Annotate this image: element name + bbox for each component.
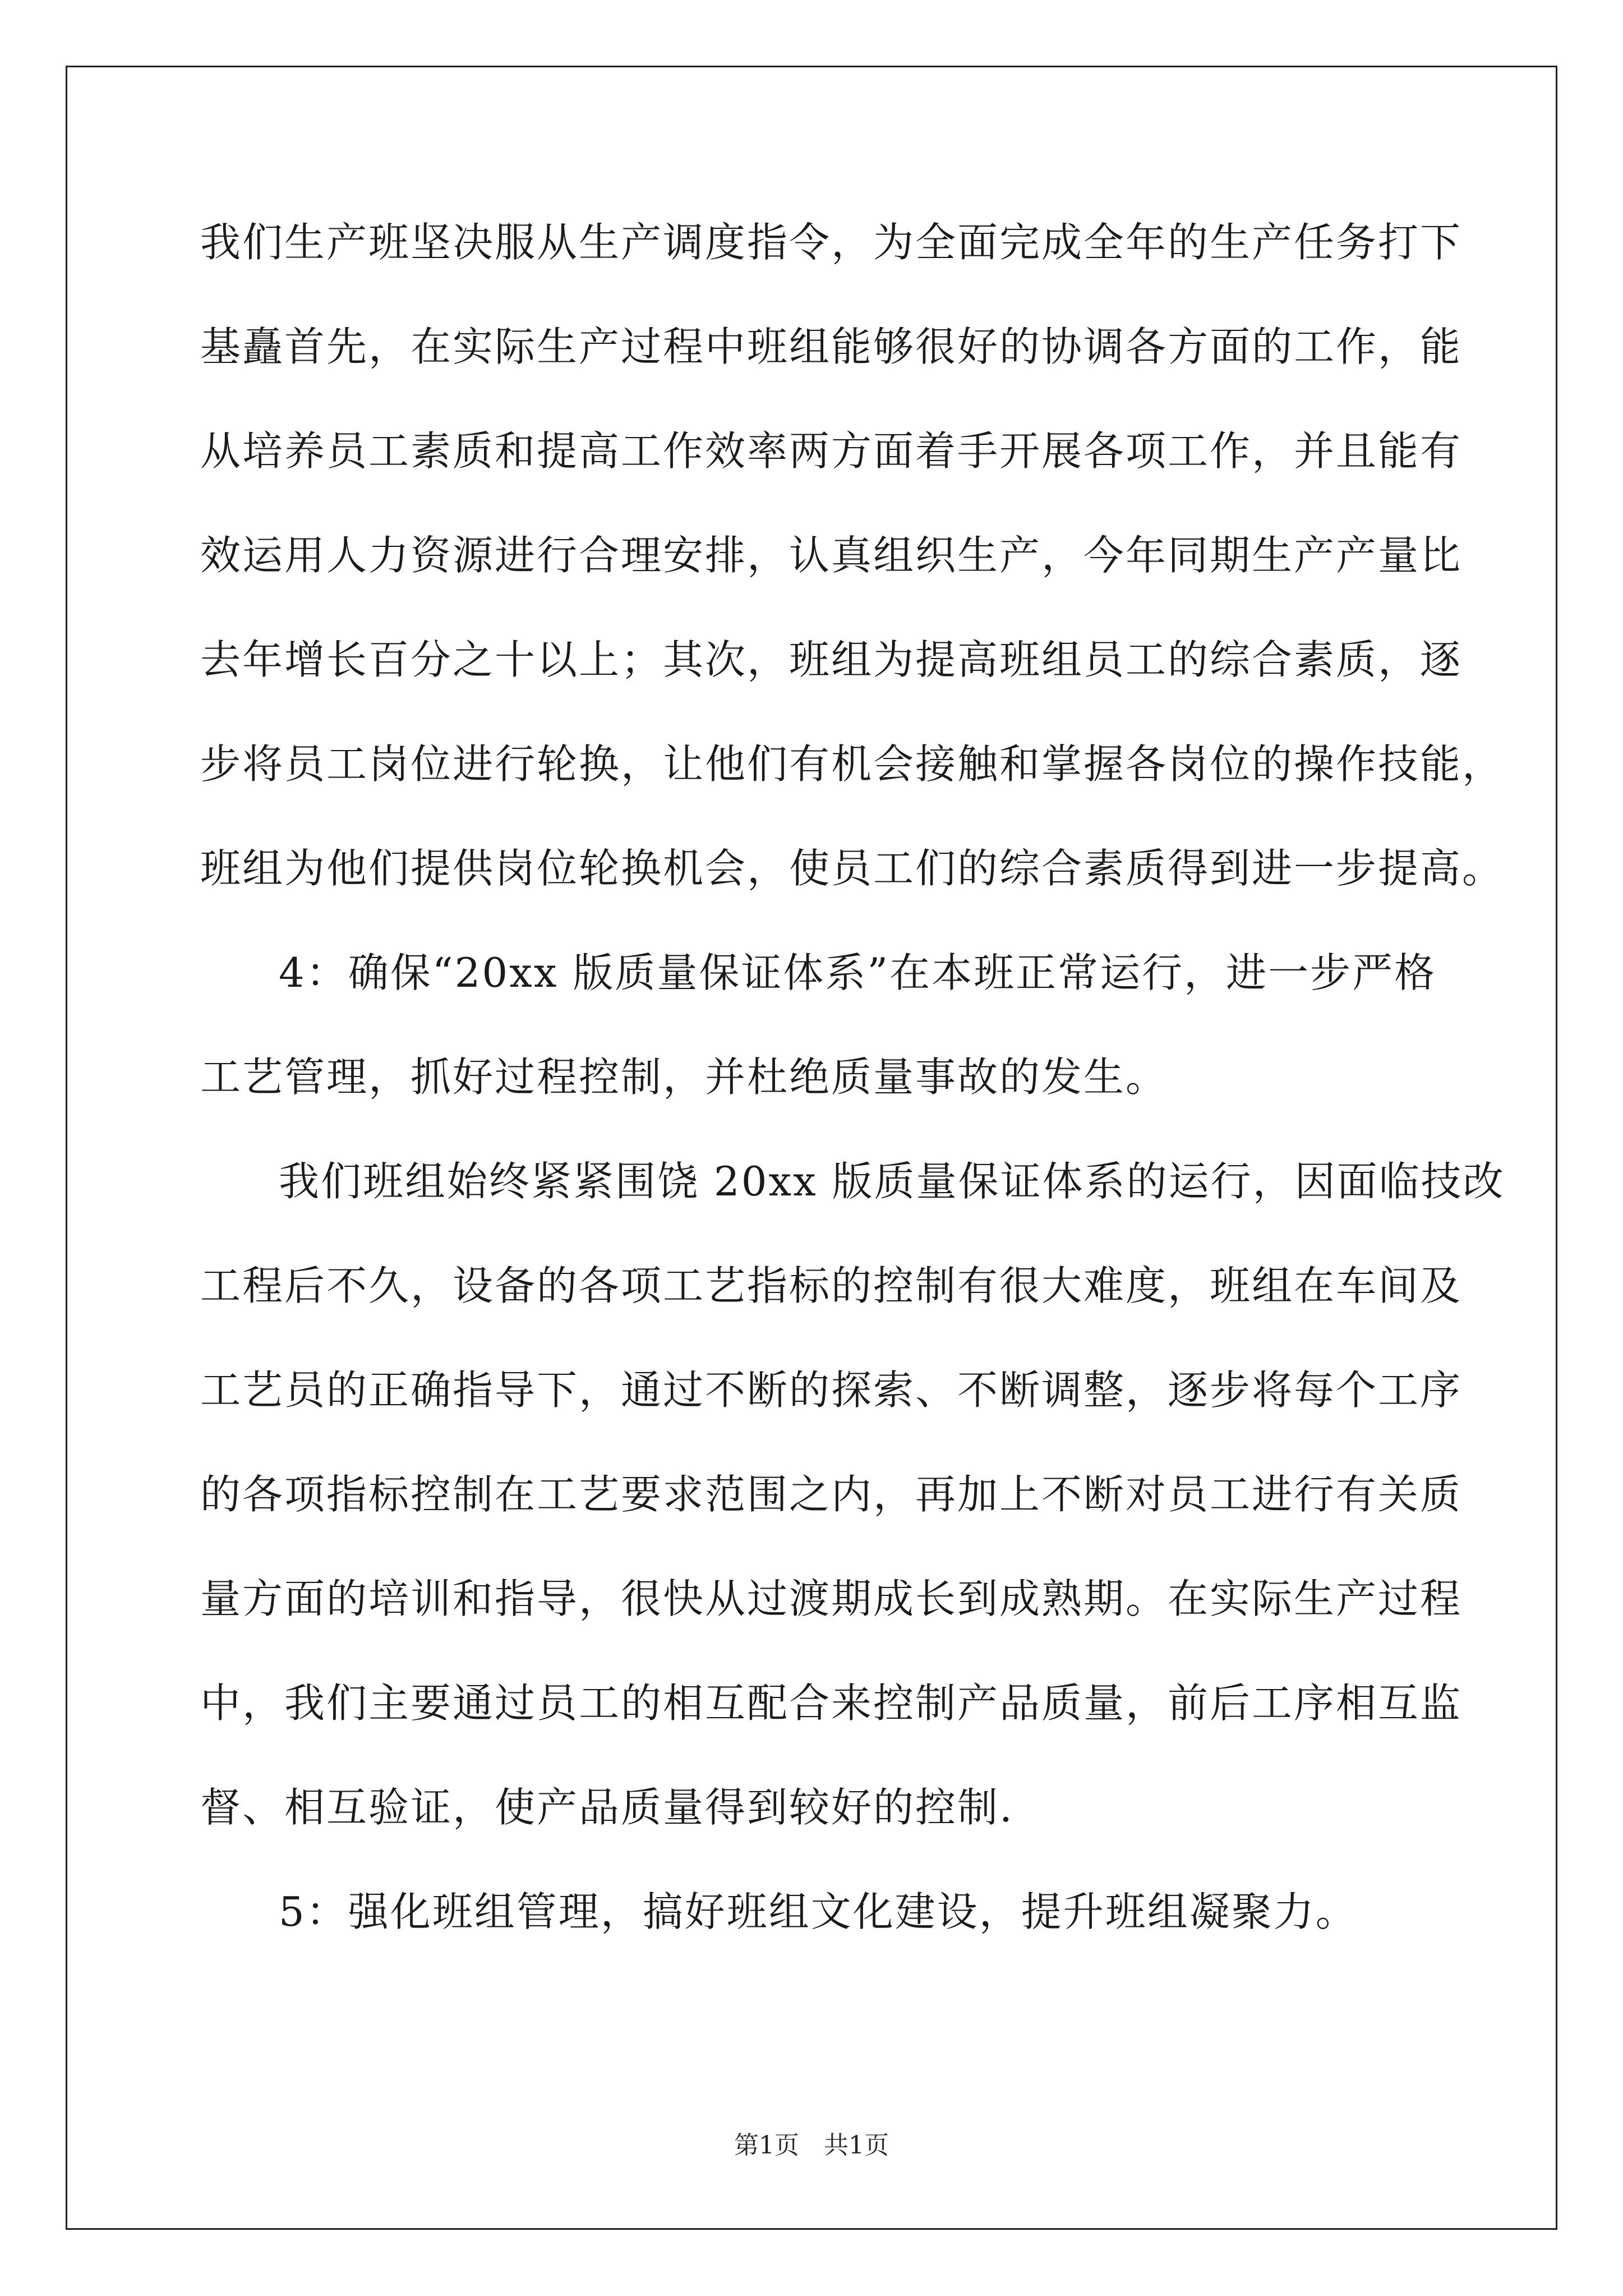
text-line: 工艺员的正确指导下，通过不断的探索、不断调整，逐步将每个工序 <box>200 1366 1463 1414</box>
page-footer <box>0 2129 1623 2162</box>
text-line: 工程后不久，设备的各项工艺指标的控制有很大难度，班组在车间及 <box>200 1262 1463 1309</box>
text-line: 效运用人力资源进行合理安排，认真组织生产，今年同期生产产量比 <box>200 532 1463 579</box>
text-line: 从培养员工素质和提高工作效率两方面着手开展各项工作，并且能有 <box>200 427 1463 475</box>
text-line: 去年增长百分之十以上；其次，班组为提高班组员工的综合素质，逐 <box>200 636 1463 683</box>
text-line: 工艺管理，抓好过程控制，并杜绝质量事故的发生。 <box>200 1053 1168 1101</box>
text-line: 的各项指标控制在工艺要求范围之内，再加上不断对员工进行有关质 <box>200 1471 1463 1518</box>
text-line: 4：确保“20xx 版质量保证体系”在本班正常运行，进一步严格 <box>279 949 1437 996</box>
text-line: 基矗首先，在实际生产过程中班组能够很好的协调各方面的工作，能 <box>200 323 1463 370</box>
page-number: 第1页 <box>734 2131 799 2160</box>
page-total: 共1页 <box>824 2131 889 2160</box>
text-line: 我们班组始终紧紧围饶 20xx 版质量保证体系的运行，因面临技改 <box>279 1158 1505 1205</box>
text-line: 我们生产班坚决服从生产调度指令，为全面完成全年的生产任务打下 <box>200 219 1463 266</box>
text-line: 班组为他们提供岗位轮换机会，使员工们的综合素质得到进一步提高。 <box>200 845 1505 892</box>
text-line: 量方面的培训和指导，很快从过渡期成长到成熟期。在实际生产过程 <box>200 1575 1463 1622</box>
text-line: 中，我们主要通过员工的相互配合来控制产品质量，前后工序相互监 <box>200 1680 1463 1727</box>
text-line: 督、相互验证，使产品质量得到较好的控制. <box>200 1784 1014 1831</box>
text-line: 步将员工岗位进行轮换，让他们有机会接触和掌握各岗位的操作技能， <box>200 740 1505 788</box>
text-line: 5：强化班组管理，搞好班组文化建设，提升班组凝聚力。 <box>279 1888 1358 1935</box>
